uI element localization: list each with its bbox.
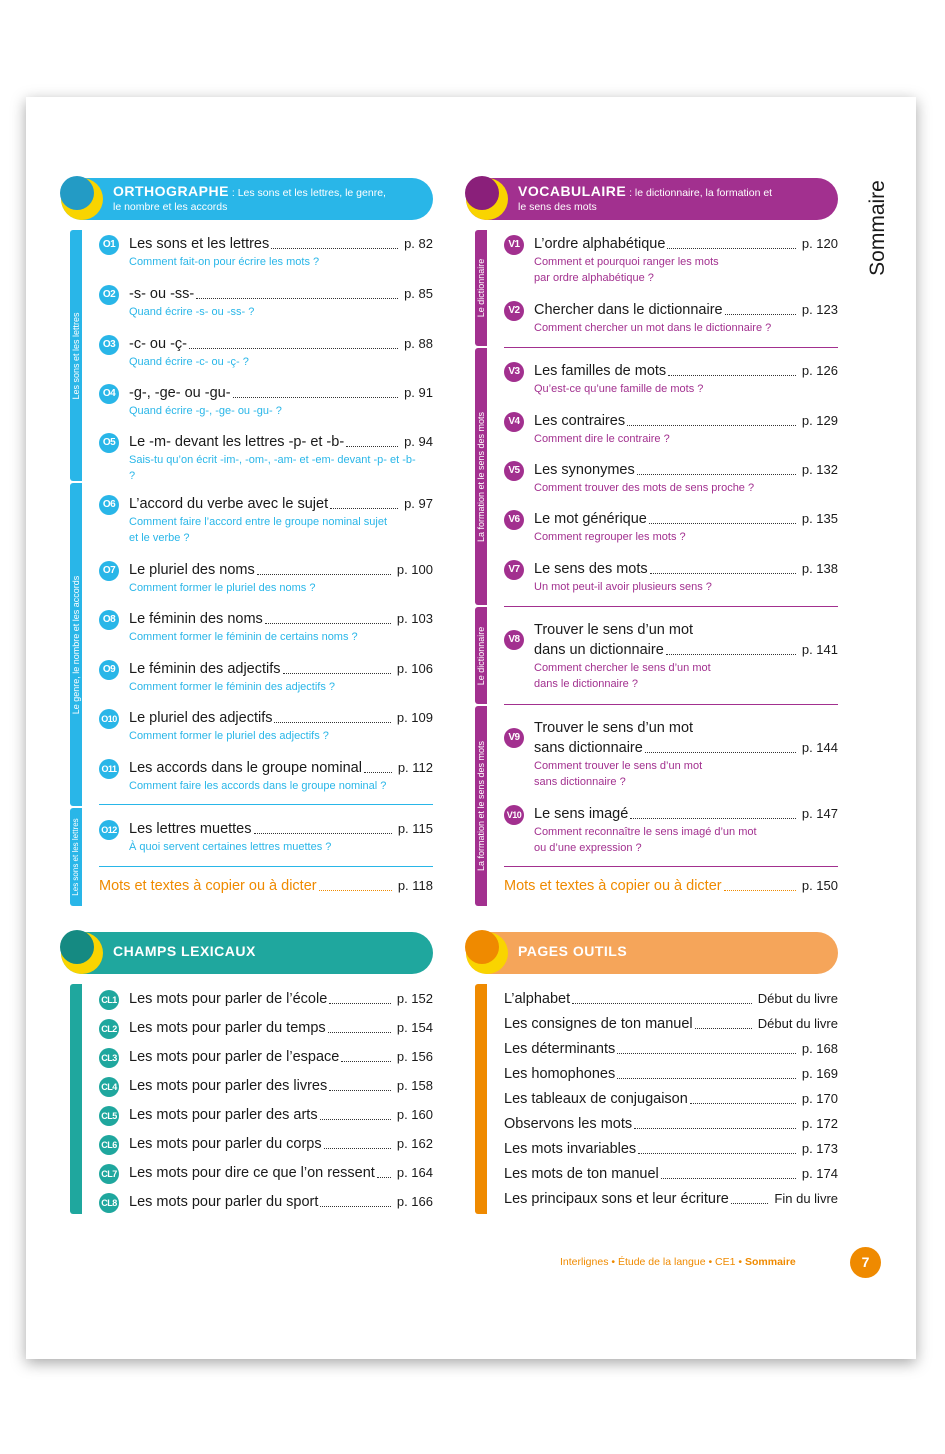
- entry-number-badge: V4: [504, 412, 524, 432]
- entry-subtitle: Comment trouver le sens d’un mot: [534, 760, 703, 772]
- entry-title: Les mots pour dire ce que l’on ressent: [129, 1165, 375, 1181]
- dot-leader: [274, 722, 390, 723]
- toc-entry[interactable]: [504, 1189, 838, 1209]
- entry-page: p. 173: [801, 1141, 838, 1156]
- entry-title: dans un dictionnaire: [534, 642, 664, 658]
- entry-number-badge: O5: [99, 433, 119, 453]
- entry-title: Le féminin des adjectifs: [129, 661, 281, 677]
- separator: [504, 866, 838, 867]
- entry-title: Les sons et les lettres: [129, 236, 270, 252]
- entry-subtitle: Comment regrouper les mots ?: [534, 531, 686, 543]
- dot-leader: [324, 1148, 391, 1149]
- entry-title: Le -m- devant les lettres -p- et -b-: [129, 434, 345, 450]
- entry-title: -g-, -ge- ou -gu-: [129, 385, 231, 401]
- dot-leader: [329, 1003, 391, 1004]
- dot-leader: [572, 1003, 752, 1004]
- dot-leader: [666, 654, 796, 655]
- entry-title: Les mots pour parler des arts: [129, 1107, 318, 1123]
- entry-number-badge: CL3: [99, 1048, 119, 1068]
- toc-entry[interactable]: [504, 1014, 838, 1034]
- entry-page: p. 160: [396, 1107, 433, 1122]
- entry-number-badge: CL6: [99, 1135, 119, 1155]
- entry-page: p. 103: [396, 611, 433, 626]
- entry-title: Les mots pour parler du sport: [129, 1194, 319, 1210]
- entry-title: Le pluriel des noms: [129, 562, 255, 578]
- separator: [99, 866, 433, 867]
- entry-title: Les principaux sons et leur écriture: [504, 1191, 729, 1207]
- entry-page: p. 168: [801, 1041, 838, 1056]
- entry-title: Les mots de ton manuel: [504, 1166, 659, 1182]
- entry-number-badge: V8: [504, 630, 524, 650]
- entry-page: p. 132: [801, 462, 838, 477]
- champs-lexicaux-banner: [61, 932, 433, 974]
- entry-title: Les lettres muettes: [129, 821, 252, 837]
- entry-subtitle: Comment chercher le sens d’un mot: [534, 662, 711, 674]
- section-bar: La formation et le sens des mots: [475, 348, 487, 605]
- entry-number-badge: O10: [99, 709, 119, 729]
- entry-page: p. 123: [801, 302, 838, 317]
- entry-subtitle: Comment dire le contraire ?: [534, 433, 670, 445]
- champs-lexicaux-section: [61, 932, 433, 1217]
- banner-circle-icon: [466, 932, 508, 974]
- entry-title: Le pluriel des adjectifs: [129, 710, 273, 726]
- dot-leader: [695, 1028, 752, 1029]
- entry-page: Début du livre: [757, 991, 838, 1006]
- orthographe-banner: [61, 178, 433, 220]
- entry-title: -c- ou -ç-: [129, 336, 187, 352]
- dot-leader: [661, 1178, 796, 1179]
- banner-title: VOCABULAIRE: [518, 183, 627, 199]
- entry-number-badge: O1: [99, 235, 119, 255]
- entry-page: p. 97: [404, 496, 433, 511]
- entry-subtitle: dans le dictionnaire ?: [534, 678, 638, 690]
- entry-page: p. 147: [801, 806, 838, 821]
- pages-outils-section: [466, 932, 838, 1217]
- entry-number-badge: O6: [99, 495, 119, 515]
- entry-page: p. 164: [396, 1165, 433, 1180]
- entry-page: p. 170: [801, 1091, 838, 1106]
- entry-title: Le sens des mots: [534, 561, 648, 577]
- entry-number-badge: CL2: [99, 1019, 119, 1039]
- page-number: 7: [850, 1247, 881, 1278]
- entry-title: Les mots pour parler du temps: [129, 1020, 326, 1036]
- banner-subtitle: le nombre et les accords: [113, 201, 228, 213]
- entry-subtitle: Comment former le féminin de certains noms ?: [129, 631, 358, 643]
- entry-number-badge: V7: [504, 560, 524, 580]
- entry-page: p. 154: [396, 1020, 433, 1035]
- separator: [504, 606, 838, 607]
- entry-title: sans dictionnaire: [534, 740, 643, 756]
- entry-number-badge: O3: [99, 335, 119, 355]
- section-bar: La formation et le sens des mots: [475, 706, 487, 906]
- toc-entry[interactable]: [504, 1114, 838, 1134]
- entry-number-badge: O4: [99, 384, 119, 404]
- entry-subtitle: Comment former le féminin des adjectifs ?: [129, 681, 336, 693]
- entry-subtitle: Comment former le pluriel des adjectifs ?: [129, 730, 329, 742]
- dot-leader: [254, 833, 392, 834]
- dot-leader: [330, 508, 398, 509]
- dot-leader: [630, 818, 796, 819]
- entry-title: Le sens imagé: [534, 806, 629, 822]
- dot-leader: [320, 1119, 391, 1120]
- dot-leader: [364, 772, 392, 773]
- section-bar: [70, 984, 82, 1214]
- entry-title: Trouver le sens d’un mot: [534, 720, 694, 736]
- entry-page: p. 129: [801, 413, 838, 428]
- entry-title: Les synonymes: [534, 462, 635, 478]
- entry-number-badge: O11: [99, 759, 119, 779]
- banner-subtitle: : le dictionnaire, la formation et: [626, 187, 773, 199]
- entry-number-badge: V10: [504, 805, 524, 825]
- entry-number-badge: V6: [504, 510, 524, 530]
- section-bar: Le dictionnaire: [475, 607, 487, 704]
- entry-page: p. 141: [801, 642, 838, 657]
- entry-number-badge: CL4: [99, 1077, 119, 1097]
- entry-title: L’ordre alphabétique: [534, 236, 666, 252]
- dot-leader: [189, 348, 398, 349]
- dot-leader: [617, 1053, 796, 1054]
- entry-number-badge: CL1: [99, 990, 119, 1010]
- vocabulaire-section: [466, 178, 838, 908]
- entry-subtitle: Comment faire l’accord entre le groupe nominal sujet: [129, 516, 388, 528]
- dot-leader: [731, 1203, 769, 1204]
- dot-leader: [634, 1128, 796, 1129]
- entry-page: p. 135: [801, 511, 838, 526]
- banner-circle-icon: [61, 932, 103, 974]
- entry-title: Les mots invariables: [504, 1141, 637, 1157]
- entry-title: Les déterminants: [504, 1041, 616, 1057]
- dot-leader: [638, 1153, 796, 1154]
- entry-number-badge: CL7: [99, 1164, 119, 1184]
- section-bar: Les sons et les lettres: [70, 808, 82, 906]
- separator: [99, 804, 433, 805]
- entry-title: Les mots pour parler de l’école: [129, 991, 328, 1007]
- entry-title: Le mot générique: [534, 511, 647, 527]
- entry-subtitle: Comment trouver des mots de sens proche ?: [534, 482, 755, 494]
- entry-number-badge: CL8: [99, 1193, 119, 1213]
- entry-page: p. 100: [396, 562, 433, 577]
- entry-title: Observons les mots: [504, 1116, 633, 1132]
- entry-subtitle: Sais-tu qu’on écrit -im-, -om-, -am- et -em- devant -p- et -b- ?: [129, 454, 416, 482]
- dot-leader: [329, 1090, 391, 1091]
- entry-title: Les tableaux de conjugaison: [504, 1091, 688, 1107]
- entry-page: p. 162: [396, 1136, 433, 1151]
- orthographe-section: [61, 178, 433, 908]
- dot-leader: [283, 673, 391, 674]
- entry-title: -s- ou -ss-: [129, 286, 195, 302]
- entry-page: Fin du livre: [774, 1191, 838, 1206]
- toc-entry[interactable]: [504, 1064, 838, 1084]
- dot-leader: [257, 574, 391, 575]
- entry-subtitle: sans dictionnaire ?: [534, 776, 626, 788]
- entry-page: p. 106: [396, 661, 433, 676]
- entry-title: Trouver le sens d’un mot: [534, 622, 694, 638]
- toc-entry[interactable]: [504, 989, 838, 1009]
- entry-page: p. 156: [396, 1049, 433, 1064]
- toc-entry-copy[interactable]: Mots et textes à copier ou à dicter p. 150: [504, 878, 838, 894]
- entry-title: Les mots pour parler du corps: [129, 1136, 322, 1152]
- dot-leader: [668, 375, 796, 376]
- entry-page: p. 126: [801, 363, 838, 378]
- entry-number-badge: O2: [99, 285, 119, 305]
- entry-subtitle: Quand écrire -c- ou -ç- ?: [129, 356, 249, 368]
- entry-title: Les accords dans le groupe nominal: [129, 760, 362, 776]
- entry-title: Les familles de mots: [534, 363, 667, 379]
- entry-number-badge: O9: [99, 660, 119, 680]
- dot-leader: [328, 1032, 391, 1033]
- entry-page: p. 91: [404, 385, 433, 400]
- dot-leader: [645, 752, 796, 753]
- vertical-page-title: Sommaire: [866, 180, 889, 276]
- entry-number-badge: O8: [99, 610, 119, 630]
- entry-number-badge: O12: [99, 820, 119, 840]
- entry-title: L’alphabet: [504, 991, 571, 1007]
- entry-number-badge: V9: [504, 728, 524, 748]
- entry-subtitle: Un mot peut-il avoir plusieurs sens ?: [534, 581, 712, 593]
- banner-subtitle: : Les sons et les lettres, le genre,: [228, 187, 386, 199]
- banner-subtitle: le sens des mots: [518, 201, 597, 213]
- section-bar: [475, 984, 487, 1214]
- entry-subtitle: par ordre alphabétique ?: [534, 272, 654, 284]
- entry-page: Début du livre: [757, 1016, 838, 1031]
- entry-subtitle: À quoi servent certaines lettres muettes ?: [129, 841, 332, 853]
- entry-subtitle: Comment chercher un mot dans le dictionnaire ?: [534, 322, 772, 334]
- entry-page: p. 144: [801, 740, 838, 755]
- entry-page: p. 152: [396, 991, 433, 1006]
- pages-outils-banner: [466, 932, 838, 974]
- dot-leader: [627, 425, 796, 426]
- banner-title: PAGES OUTILS: [518, 943, 628, 959]
- entry-title: Les mots pour parler de l’espace: [129, 1049, 340, 1065]
- entry-page: p. 169: [801, 1066, 838, 1081]
- entry-title: Les homophones: [504, 1066, 616, 1082]
- entry-title: Les consignes de ton manuel: [504, 1016, 693, 1032]
- toc-entry[interactable]: [504, 1164, 838, 1184]
- entry-subtitle: ou d’une expression ?: [534, 842, 642, 854]
- toc-entry[interactable]: [504, 1139, 838, 1159]
- entry-title: Chercher dans le dictionnaire: [534, 302, 723, 318]
- entry-page: p. 166: [396, 1194, 433, 1209]
- section-bar: Le dictionnaire: [475, 230, 487, 346]
- dot-leader: [667, 248, 795, 249]
- dot-leader: [265, 623, 391, 624]
- entry-page: p. 109: [396, 710, 433, 725]
- entry-subtitle: Comment faire les accords dans le groupe nominal ?: [129, 780, 387, 792]
- section-bar: Les sons et les lettres: [70, 230, 82, 481]
- banner-title: CHAMPS LEXICAUX: [113, 943, 256, 959]
- dot-leader: [650, 573, 796, 574]
- entry-number-badge: V1: [504, 235, 524, 255]
- dot-leader: [377, 1177, 391, 1178]
- entry-title: Les contraires: [534, 413, 626, 429]
- dot-leader: [649, 523, 796, 524]
- entry-page: p. 138: [801, 561, 838, 576]
- entry-subtitle: Comment et pourquoi ranger les mots: [534, 256, 719, 268]
- vocabulaire-banner: [466, 178, 838, 220]
- dot-leader: [617, 1078, 796, 1079]
- banner-title: ORTHOGRAPHE: [113, 183, 229, 199]
- entry-page: p. 174: [801, 1166, 838, 1181]
- entry-page: p. 158: [396, 1078, 433, 1093]
- dot-leader: [341, 1061, 390, 1062]
- dot-leader: [725, 314, 796, 315]
- entry-page: p. 120: [801, 236, 838, 251]
- entry-subtitle: Comment former le pluriel des noms ?: [129, 582, 316, 594]
- entry-page: p. 172: [801, 1116, 838, 1131]
- entry-title: L’accord du verbe avec le sujet: [129, 496, 329, 512]
- toc-entry[interactable]: [504, 1039, 838, 1059]
- entry-subtitle: et le verbe ?: [129, 532, 190, 544]
- entry-number-badge: O7: [99, 561, 119, 581]
- dot-leader: [233, 397, 399, 398]
- entry-page: p. 85: [404, 286, 433, 301]
- entry-page: p. 115: [397, 821, 433, 836]
- entry-page: p. 82: [404, 236, 433, 251]
- separator: [504, 347, 838, 348]
- section-bar: Le genre, le nombre et les accords: [70, 483, 82, 806]
- dot-leader: [320, 1206, 390, 1207]
- dot-leader: [196, 298, 398, 299]
- entry-subtitle: Comment reconnaître le sens imagé d’un mot: [534, 826, 757, 838]
- entry-page: p. 112: [397, 760, 433, 775]
- banner-circle-icon: [61, 178, 103, 220]
- footer: Interlignes • Étude de la langue • CE1 • Sommaire: [560, 1256, 796, 1268]
- toc-entry[interactable]: [504, 1089, 838, 1109]
- entry-number-badge: V2: [504, 301, 524, 321]
- toc-entry-copy[interactable]: Mots et textes à copier ou à dicter p. 118: [99, 878, 433, 894]
- entry-subtitle: Quand écrire -g-, -ge- ou -gu- ?: [129, 405, 282, 417]
- entry-title: Les mots pour parler des livres: [129, 1078, 328, 1094]
- entry-subtitle: Quand écrire -s- ou -ss- ?: [129, 306, 255, 318]
- dot-leader: [690, 1103, 796, 1104]
- separator: [504, 704, 838, 705]
- entry-page: p. 94: [404, 434, 433, 449]
- entry-page: p. 88: [404, 336, 433, 351]
- banner-circle-icon: [466, 178, 508, 220]
- entry-subtitle: Qu’est-ce qu’une famille de mots ?: [534, 383, 704, 395]
- dot-leader: [271, 248, 398, 249]
- entry-number-badge: V3: [504, 362, 524, 382]
- entry-title: Le féminin des noms: [129, 611, 263, 627]
- dot-leader: [346, 446, 398, 447]
- entry-subtitle: Comment fait-on pour écrire les mots ?: [129, 256, 320, 268]
- entry-number-badge: CL5: [99, 1106, 119, 1126]
- entry-number-badge: V5: [504, 461, 524, 481]
- dot-leader: [637, 474, 796, 475]
